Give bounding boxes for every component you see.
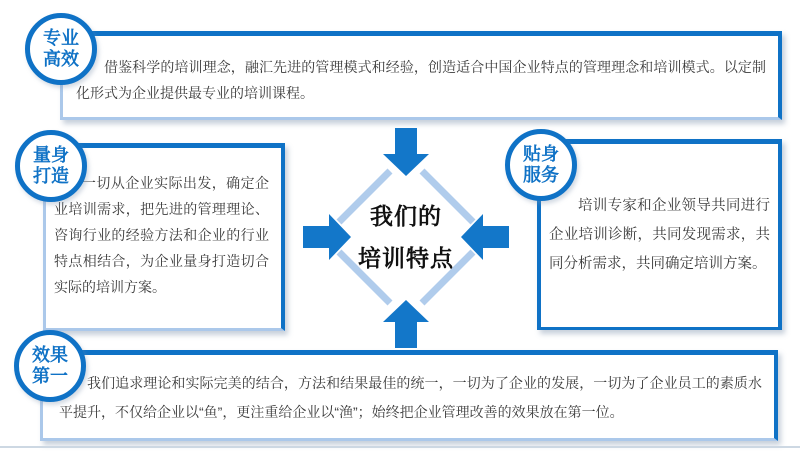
badge-tailor-made-line2: 打造 bbox=[33, 166, 69, 186]
badge-professional-efficient-line1: 专业 bbox=[43, 28, 79, 48]
badge-professional-efficient-line2: 高效 bbox=[43, 49, 79, 69]
panel-tailor-made-text: 一切从企业实际出发，确定企业培训需求，把先进的管理理论、咨询行业的经验方法和企业的行业特点相结合，为企业量身打造切合实际的培训方案。 bbox=[54, 175, 269, 295]
center-title-line1: 我们的 bbox=[370, 203, 442, 229]
arrow-up-icon bbox=[383, 300, 429, 348]
badge-results-first-line2: 第一 bbox=[32, 366, 68, 386]
panel-professional-efficient bbox=[60, 31, 782, 120]
center-title bbox=[316, 203, 496, 271]
badge-tailor-made-line1: 量身 bbox=[33, 145, 69, 165]
badge-tailor-made bbox=[15, 130, 87, 202]
badge-personal-service bbox=[505, 129, 577, 201]
badge-professional-efficient bbox=[25, 13, 97, 85]
arrow-down-icon bbox=[383, 128, 429, 176]
panel-results-first bbox=[40, 350, 778, 441]
panel-results-first-text: 我们追求理论和实际完美的结合，方法和结果最佳的统一，一切为了企业的发展，一切为了企业员工的素质水平提升，不仅给企业以“鱼”，更注重给企业以“渔”；始终把企业管理改善的效果放在第一位。 bbox=[59, 375, 762, 420]
badge-results-first-line1: 效果 bbox=[32, 345, 68, 365]
badge-results-first bbox=[14, 330, 86, 402]
center-title-line2: 培训特点 bbox=[358, 245, 454, 271]
panel-personal-service-text: 培训专家和企业领导共同进行企业培训诊断，共同发现需求，共同分析需求，共同确定培训方案。 bbox=[549, 198, 770, 272]
badge-personal-service-line2: 服务 bbox=[523, 165, 559, 185]
panel-professional-efficient-text: 借鉴科学的培训理念，融汇先进的管理模式和经验，创造适合中国企业特点的管理理念和培训模式。以定制化形式为企业提供最专业的培训课程。 bbox=[76, 59, 766, 101]
bottom-divider-line bbox=[0, 446, 800, 448]
badge-personal-service-line1: 贴身 bbox=[523, 144, 559, 164]
